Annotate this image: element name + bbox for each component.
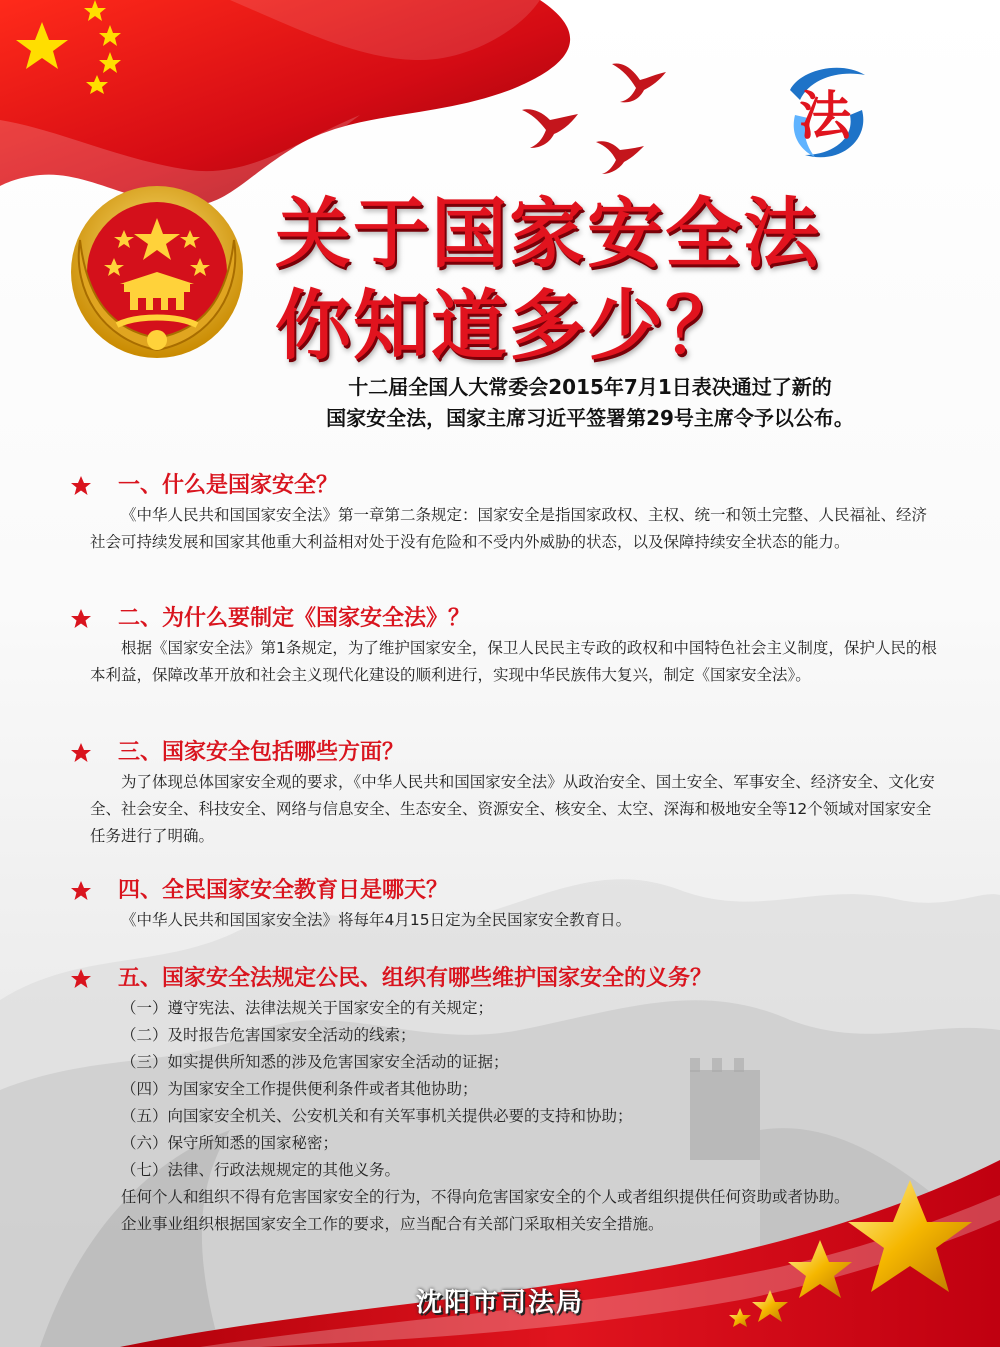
- section-3: [70, 737, 940, 850]
- list-item: （二）及时报告危害国家安全活动的线索；: [121, 1026, 416, 1044]
- list-item: （四）为国家安全工作提供便利条件或者其他协助；: [121, 1080, 478, 1098]
- section-2: [70, 603, 940, 689]
- star-bullet-icon: [70, 608, 92, 630]
- list-item: （六）保守所知悉的国家秘密；: [121, 1134, 339, 1152]
- flying-birds-icon: [520, 50, 720, 190]
- section-heading-text: 一、什么是国家安全？: [118, 473, 339, 498]
- list-item: （一）遵守宪法、法律法规关于国家安全的有关规定；: [121, 999, 494, 1017]
- star-bullet-icon: [70, 742, 92, 764]
- law-logo-icon: [770, 60, 880, 170]
- section-paragraph: 企业事业组织根据国家安全工作的要求，应当配合有关部门采取相关安全措施。: [121, 1215, 664, 1233]
- section-paragraph: 为了体现总体国家安全观的要求，《中华人民共和国国家安全法》从政治安全、国土安全、军事安全、经济安全、文化安全、社会安全、科技安全、网络与信息安全、生态安全、资源安全、核安全、太空、深海和极地安全等12个领域对国家安全任务进行了明确。: [90, 773, 935, 845]
- star-bullet-icon: [70, 880, 92, 902]
- national-emblem-icon: [62, 180, 252, 370]
- star-bullet-icon: [70, 968, 92, 990]
- section-heading: [70, 737, 940, 769]
- section-4: [70, 875, 940, 934]
- title-line-2: 你知道多少？: [275, 281, 743, 370]
- title-line-1: 关于国家安全法: [275, 189, 821, 278]
- section-heading: [70, 470, 940, 502]
- intro-text: [240, 372, 940, 434]
- section-body: [70, 502, 940, 556]
- gold-star-icon: [848, 1180, 972, 1292]
- section-1: [70, 470, 940, 556]
- section-paragraph: 《中华人民共和国国家安全法》第一章第二条规定：国家安全是指国家政权、主权、统一和领土完整、人民福祉、经济社会可持续发展和国家其他重大利益相对处于没有危险和不受内外威胁的状态，以及保障持续安全状态的能力。: [90, 506, 928, 551]
- intro-line-1: 十二届全国人大常委会2015年7月1日表决通过了新的: [348, 375, 832, 399]
- section-heading: [70, 963, 940, 995]
- section-heading: [70, 603, 940, 635]
- section-heading-text: 五、国家安全法规定公民、组织有哪些维护国家安全的义务？: [118, 966, 713, 991]
- gold-stars-decoration: [720, 1180, 1000, 1347]
- section-paragraph: 任何个人和组织不得有危害国家安全的行为，不得向危害国家安全的个人或者组织提供任何资助或者协助。: [121, 1188, 850, 1206]
- section-body: [70, 769, 940, 850]
- section-heading-text: 三、国家安全包括哪些方面？: [118, 740, 405, 765]
- star-bullet-icon: [70, 475, 92, 497]
- section-body: [70, 907, 940, 934]
- intro-line-2: 国家安全法，国家主席习近平签署第29号主席令予以公布。: [326, 406, 854, 430]
- section-paragraph: 根据《国家安全法》第1条规定，为了维护国家安全，保卫人民民主专政的政权和中国特色社会主义制度，保护人民的根本利益，保障改革开放和社会主义现代化建设的顺利进行，实现中华民族伟大复兴，制定《国家安全法》。: [90, 639, 937, 684]
- footer-organization: 沈阳市司法局: [415, 1288, 584, 1318]
- section-heading-text: 四、全民国家安全教育日是哪天？: [118, 878, 449, 903]
- page-title: [275, 188, 821, 372]
- law-logo-char: 法: [798, 86, 852, 147]
- section-heading-text: 二、为什么要制定《国家安全法》？: [118, 606, 471, 631]
- list-item: （三）如实提供所知悉的涉及危害国家安全活动的证据；: [121, 1053, 509, 1071]
- list-item: （五）向国家安全机关、公安机关和有关军事机关提供必要的支持和协助；: [121, 1107, 633, 1125]
- list-item: （七）法律、行政法规规定的其他义务。: [121, 1161, 401, 1179]
- section-heading: [70, 875, 940, 907]
- section-body: [70, 635, 940, 689]
- section-paragraph: 《中华人民共和国国家安全法》将每年4月15日定为全民国家安全教育日。: [121, 911, 632, 929]
